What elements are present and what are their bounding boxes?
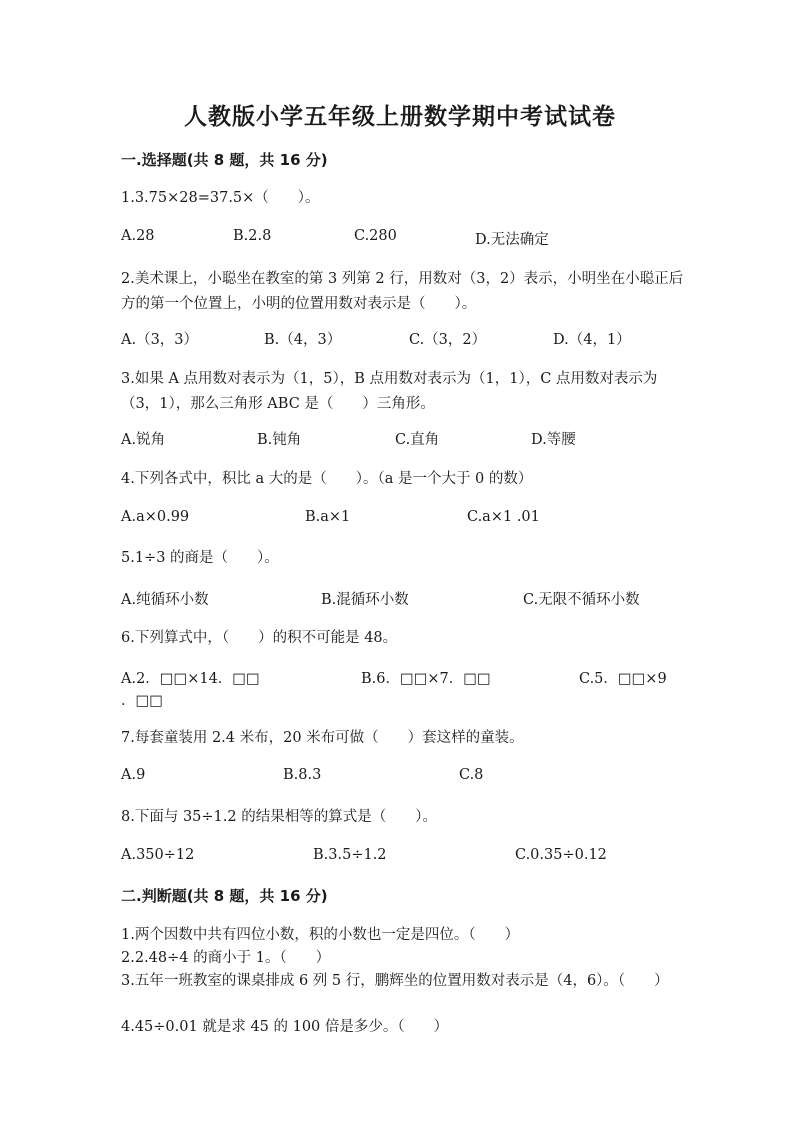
option-c: C.5．□□×9 (579, 671, 667, 687)
question-6: 6.下列算式中，（ ）的积不可能是 48。 (121, 630, 398, 646)
question-5-options (121, 588, 691, 612)
option-a: A.（3，3） (121, 332, 199, 348)
option-c: C.280 (354, 228, 397, 244)
question-7: 7.每套童装用 2.4 米布，20 米布可做（ ）套这样的童装。 (121, 730, 524, 746)
option-a: A.350÷12 (121, 847, 195, 863)
option-c: C.（3，2） (409, 332, 487, 348)
question-1-options (121, 228, 691, 252)
option-b: B.3.5÷1.2 (313, 847, 387, 863)
judgment-item: 1.两个因数中共有四位小数，积的小数也一定是四位。（ ） (121, 927, 520, 943)
option-b: B.2.8 (233, 228, 272, 244)
question-5: 5.1÷3 的商是（ ）。 (121, 550, 279, 566)
option-b: B.8.3 (283, 767, 322, 783)
option-a: A.9 (121, 767, 146, 783)
question-6-options (121, 667, 691, 691)
option-c: C.无限不循环小数 (523, 592, 640, 608)
option-c: C.直角 (395, 432, 440, 448)
option-b: B.6．□□×7．□□ (361, 671, 491, 687)
option-c: C.0.35÷0.12 (515, 847, 607, 863)
option-d: D.无法确定 (475, 232, 549, 248)
question-4: 4.下列各式中，积比 a 大的是（ ）。（a 是一个大于 0 的数） (121, 471, 533, 487)
option-b: B.钝角 (257, 432, 302, 448)
question-3: 3.如果 A 点用数对表示为（1，5），B 点用数对表示为（1，1），C 点用数对表示为（3，1），那么三角形 ABC 是（ ）三角形。 (121, 371, 658, 412)
question-1: 1.3.75×28=37.5×（ ）。 (121, 190, 320, 206)
option-d: D.（4，1） (553, 332, 631, 348)
judgment-item: 4.45÷0.01 就是求 45 的 100 倍是多少。（ ） (121, 1019, 449, 1035)
question-8-options (121, 847, 691, 871)
judgment-item: 3.五年一班教室的课桌排成 6 列 5 行，鹏辉坐的位置用数对表示是（4，6）。（ ） (121, 973, 669, 989)
question-6-option-c-continuation: ．□□ (121, 693, 163, 709)
option-a: A.28 (121, 228, 155, 244)
option-a: A.纯循环小数 (121, 592, 209, 608)
question-7-options (121, 767, 691, 791)
question-2-options (121, 328, 691, 352)
option-c: C.a×1 .01 (467, 509, 540, 525)
option-a: A.2．□□×14．□□ (121, 671, 260, 687)
question-2: 2.美术课上，小聪坐在教室的第 3 列第 2 行，用数对（3，2）表示，小明坐在小聪正后方的第一个位置上，小明的位置用数对表示是（ ）。 (121, 271, 684, 312)
question-3-options (121, 428, 691, 452)
option-d: D.等腰 (531, 432, 576, 448)
option-a: A.a×0.99 (121, 509, 190, 525)
option-a: A.锐角 (121, 432, 166, 448)
option-b: B.a×1 (305, 509, 351, 525)
judgment-item: 2.2.48÷4 的商小于 1。（ ） (121, 950, 331, 966)
question-8: 8.下面与 35÷1.2 的结果相等的算式是（ ）。 (121, 809, 437, 825)
option-c: C.8 (459, 767, 484, 783)
section-heading-choice: 一.选择题(共 8 题，共 16 分) (121, 151, 328, 169)
page-title: 人教版小学五年级上册数学期中考试试卷 (184, 104, 616, 130)
question-4-options (121, 509, 691, 533)
option-b: B.（4，3） (264, 332, 342, 348)
option-b: B.混循环小数 (321, 592, 409, 608)
section-heading-judgment: 二.判断题(共 8 题，共 16 分) (121, 887, 328, 905)
